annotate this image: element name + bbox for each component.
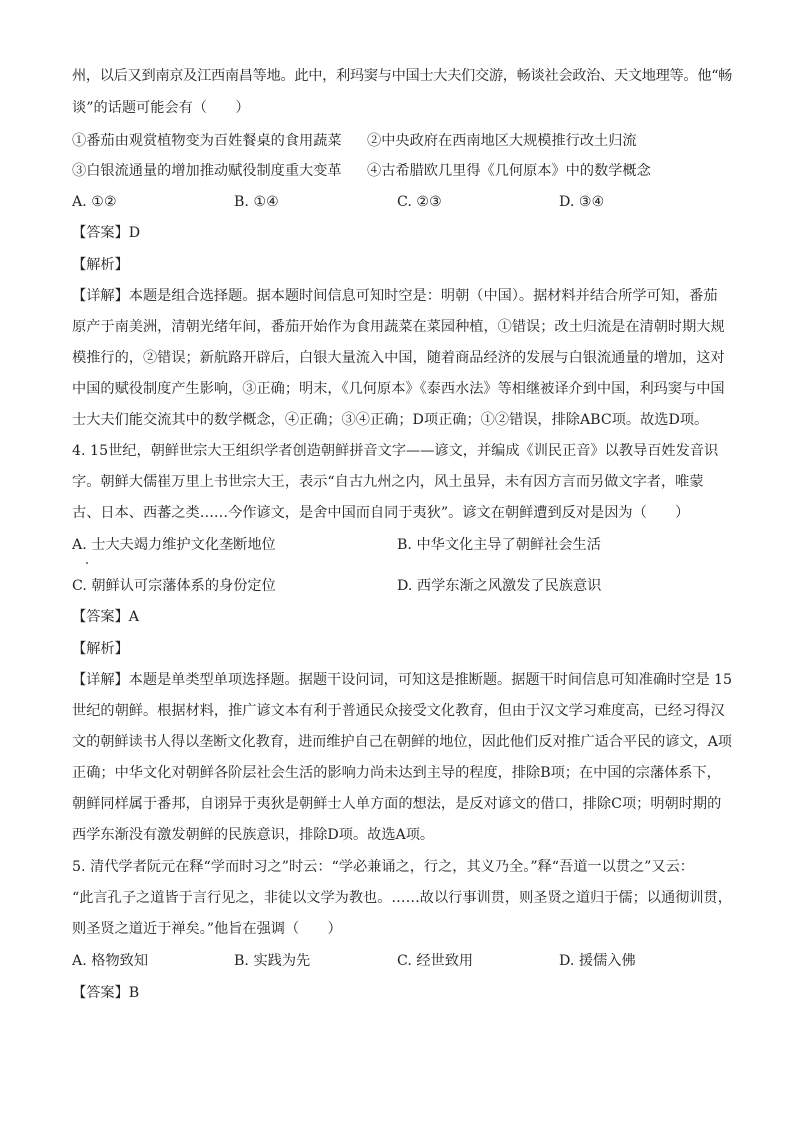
- q3-option-a: A. ①②: [72, 194, 117, 210]
- q4-detail-line: 西学东渐没有激发朝鲜的民族意识，排除D项。故选A项。: [72, 827, 435, 843]
- stray-dot: [86, 562, 88, 564]
- q4-detail-line: 朝鲜同样属于番邦，自诩异于夷狄是朝鲜士人单方面的想法，是反对谚文的借口，排除C项；明朝时期的: [72, 796, 722, 812]
- q5-stem-line: “此言孔子之道皆于言行见之，非徒以文学为教也。……故以行事训贯，则圣贤之道归于儒；以通彻训贯，: [72, 890, 732, 906]
- q4-option-b: B. 中华文化主导了朝鲜社会生活: [397, 537, 601, 553]
- q4-option-a: A. 士大夫竭力维护文化垄断地位: [72, 537, 276, 553]
- q4-stem-line: 4. 15世纪，朝鲜世宗大王组织学者创造朝鲜拼音文字——谚文，并编成《训民正音》以教导百姓发音识: [72, 443, 719, 459]
- q4-detail-line: 世纪的朝鲜。根据材料，推广谚文本有利于普通民众接受文化教育，但由于汉文学习难度高，已经习得汉: [72, 703, 725, 719]
- q3-item: ②中央政府在西南地区大规模推行改土归流: [367, 133, 637, 149]
- q3-item: ①番茄由观赏植物变为百姓餐桌的食用蔬菜: [72, 133, 342, 149]
- q3-stem-line: 州，以后又到南京及江西南昌等地。此中，利玛窦与中国士大夫们交游，畅谈社会政治、天文地理等。他“畅: [72, 68, 733, 84]
- q4-option-d: D. 西学东渐之风激发了民族意识: [397, 578, 602, 594]
- q4-detail-line: 【详解】本题是单类型单项选择题。据题干设问词，可知这是推断题。据题干时间信息可知准确时空是 15: [72, 672, 733, 688]
- q4-analysis-label: 【解析】: [72, 641, 129, 657]
- q5-stem-line: 5. 清代学者阮元在释“学而时习之”时云：“学必兼诵之，行之，其义乃全。”释“吾道一以贯之”又云：: [72, 859, 694, 875]
- q4-stem-line: 古、日本、西蕃之类……今作谚文，是舍中国而自同于夷狄”。谚文在朝鲜遭到反对是因为（ ）: [72, 505, 690, 521]
- q4-detail-line: 文的朝鲜读书人得以垄断文化教育，进而维护自己在朝鲜的地位，因此他们反对推广适合平民的谚文，A项: [72, 734, 732, 750]
- q3-answer: 【答案】D: [72, 225, 141, 241]
- q4-stem-line: 字。朝鲜大儒崔万里上书世宗大王，表示“自古九州之内，风土虽异，未有因方言而另做文字者，唯蒙: [72, 474, 704, 490]
- q4-option-c: C. 朝鲜认可宗藩体系的身份定位: [72, 578, 276, 594]
- q3-detail-line: 模推行的，②错误；新航路开辟后，白银大量流入中国，随着商品经济的发展与白银流通量的增加，这对: [72, 350, 725, 366]
- q3-analysis-label: 【解析】: [72, 257, 129, 273]
- q3-option-c: C. ②③: [397, 194, 442, 210]
- q4-detail-line: 正确；中华文化对朝鲜各阶层社会生活的影响力尚未达到主导的程度，排除B项；在中国的宗藩体系下，: [72, 765, 721, 781]
- q3-detail-line: 【详解】本题是组合选择题。据本题时间信息可知时空是：明朝（中国）。据材料并结合所学可知，番茄: [72, 288, 718, 304]
- q5-option-a: A. 格物致知: [72, 953, 149, 969]
- q5-option-d: D. 援儒入佛: [559, 953, 636, 969]
- q5-answer: 【答案】B: [72, 985, 140, 1001]
- q5-option-b: B. 实践为先: [234, 953, 311, 969]
- q5-option-c: C. 经世致用: [397, 953, 474, 969]
- q3-detail-line: 中国的赋役制度产生影响，③正确；明末，《几何原本》《泰西水法》等相继被译介到中国，利玛窦与中国: [72, 381, 725, 397]
- q5-stem-line: 则圣贤之道近于禅矣。”他旨在强调（ ）: [72, 921, 342, 937]
- q4-answer: 【答案】A: [72, 609, 139, 625]
- q3-detail-line: 原产于南美洲，清朝光绪年间，番茄开始作为食用蔬菜在菜园种植，①错误；改土归流是在清朝时期大规: [72, 319, 725, 335]
- q3-option-b: B. ①④: [234, 194, 279, 210]
- q3-option-d: D. ③④: [559, 194, 605, 210]
- q3-detail-line: 士大夫们能交流其中的数学概念，④正确；③④正确；D项正确；①②错误，排除ABC项。故选D项。: [72, 412, 709, 428]
- q3-stem-line: 谈”的话题可能会有（ ）: [72, 100, 250, 116]
- q3-item: ④古希腊欧几里得《几何原本》中的数学概念: [367, 163, 651, 179]
- q3-item: ③白银流通量的增加推动赋役制度重大变革: [72, 163, 342, 179]
